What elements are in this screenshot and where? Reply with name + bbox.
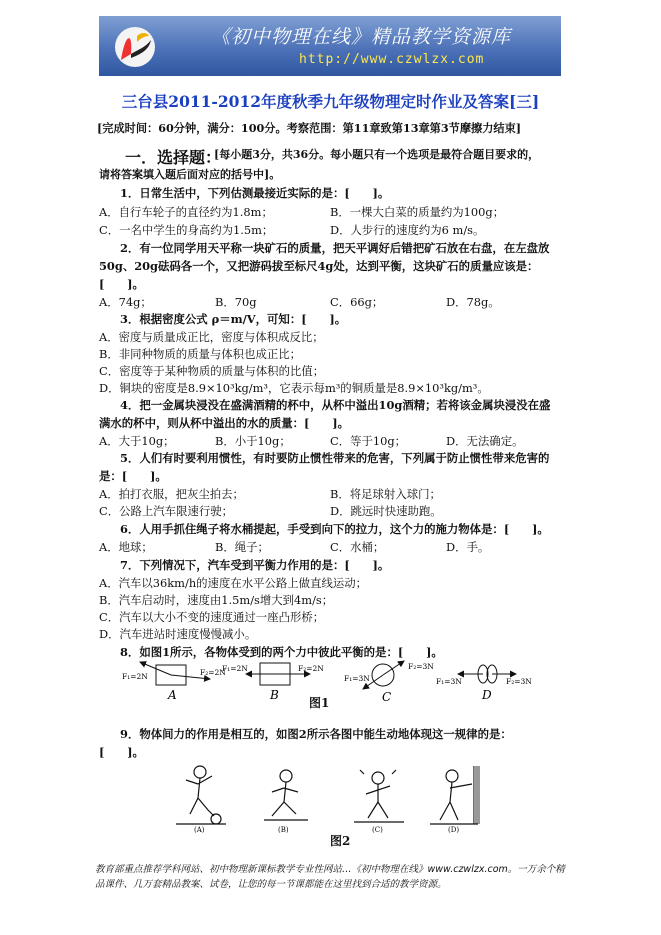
q1-option-d[interactable]: D．人步行的速度约为6 m/s。 bbox=[330, 223, 485, 237]
banner-url-link[interactable]: http://www.czwlzx.com bbox=[299, 52, 485, 67]
q6-option-a[interactable]: A．地球； bbox=[99, 540, 153, 554]
q7-option-a[interactable]: A．汽车以36km/h的速度在水平公路上做直线运动； bbox=[99, 576, 368, 590]
section-note: [每小题3分，共36分。每小题只有一个选项是最符合题目要求的， bbox=[214, 148, 540, 161]
q9-stem-line1: 9．物体间力的作用是相互的，如图2所示各图中能生动地体现这一规律的是： bbox=[120, 727, 512, 741]
figure-2-item-d bbox=[430, 766, 480, 824]
q9-stem-line2: [ ]。 bbox=[99, 745, 144, 759]
section-note-2: 请将答案填入题后面对应的括号中]。 bbox=[99, 168, 281, 181]
fig2-c-letter: (C) bbox=[372, 826, 383, 834]
figure-2-item-a bbox=[176, 766, 226, 824]
q4-option-a[interactable]: A．大于10g； bbox=[99, 434, 175, 448]
figure-2-label: 图2 bbox=[330, 834, 351, 848]
q4-stem-line2: 满水的杯中，则从杯中溢出的水的质量：[ ]。 bbox=[99, 416, 349, 430]
page-footer: 教育部重点推荐学科网站、初中物理新课标教学专业性网站…《初中物理在线》www.czwlzx.com。一万余个精品课件、几万套精品教案、试卷，让您的每一节课都能在这里找到合适的教学资源。 bbox=[95, 864, 565, 890]
q2-option-d[interactable]: D．78g。 bbox=[446, 295, 500, 309]
figure-2-item-b bbox=[264, 770, 308, 820]
q7-option-b[interactable]: B．汽车启动时，速度由1.5m/s增大到4m/s； bbox=[99, 593, 334, 607]
q4-stem-line1: 4．把一金属块浸没在盛满酒精的杯中，从杯中溢出10g酒精；若将该金属块浸没在盛 bbox=[120, 398, 551, 412]
q5-stem-line1: 5．人们有时要利用惯性，有时要防止惯性带来的危害，下列属于防止惯性带来危害的 bbox=[120, 451, 550, 465]
fig2-d-letter: (D) bbox=[448, 826, 460, 834]
site-logo-icon bbox=[111, 24, 159, 70]
q1-option-c[interactable]: C．一名中学生的身高约为1.5m； bbox=[99, 223, 274, 237]
q2-stem-line1: 2．有一位同学用天平称一块矿石的质量，把天平调好后错把矿石放在右盘，在左盘放 bbox=[120, 241, 550, 255]
q4-option-d[interactable]: D．无法确定。 bbox=[446, 434, 524, 448]
q2-option-c[interactable]: C．66g； bbox=[330, 295, 384, 309]
fig1-b-f2: F₂=2N bbox=[298, 664, 324, 673]
q2-stem-line2: 50g、20g砝码各一个，又把游码拔至标尺4g处，达到平衡，这块矿石的质量应该是： bbox=[99, 259, 539, 273]
q5-option-d[interactable]: D．跳远时快速助跑。 bbox=[330, 504, 442, 518]
figure-1-label: 图1 bbox=[309, 696, 330, 710]
figure-1-item-a bbox=[122, 662, 226, 702]
q3-option-d[interactable]: D．铜块的密度是8.9×10³kg/m³，它表示每m³的铜质量是8.9×10³kg/m³。 bbox=[99, 381, 489, 395]
q6-option-c[interactable]: C．水桶； bbox=[330, 540, 385, 554]
q3-stem: 3．根据密度公式 ρ＝m/V，可知：[ ]。 bbox=[120, 312, 347, 326]
fig1-c-f1: F₁=3N bbox=[344, 674, 370, 683]
q7-option-d[interactable]: D．汽车进站时速度慢慢减小。 bbox=[99, 627, 257, 641]
fig1-a-letter: A bbox=[168, 688, 177, 702]
q2-stem-line3: [ ]。 bbox=[99, 277, 144, 291]
banner-title: 《初中物理在线》精品教学资源库 bbox=[211, 26, 512, 48]
fig2-a-letter: (A) bbox=[194, 826, 205, 834]
header-banner bbox=[99, 16, 561, 76]
q6-stem: 6．人用手抓住绳子将水桶提起，手受到向下的拉力，这个力的施力物体是：[ ]。 bbox=[120, 522, 549, 536]
fig1-b-f1: F₁=2N bbox=[222, 664, 248, 673]
q5-stem-line2: 是：[ ]。 bbox=[99, 469, 167, 483]
fig1-a-f2: F₂=2N bbox=[200, 668, 226, 677]
fig1-b-letter: B bbox=[270, 688, 279, 702]
q4-option-c[interactable]: C．等于10g； bbox=[330, 434, 407, 448]
fig1-d-f2: F₂=3N bbox=[506, 677, 532, 686]
q5-option-c[interactable]: C．公路上汽车限速行驶； bbox=[99, 504, 234, 518]
figure-2-illustrations bbox=[168, 762, 498, 834]
q2-option-a[interactable]: A．74g； bbox=[99, 295, 152, 309]
fig2-b-letter: (B) bbox=[278, 826, 289, 834]
figure-2-item-c bbox=[354, 770, 404, 822]
exam-info: [完成时间：60分钟，满分：100分。考察范围：第11章致第13章第3节摩擦力结束] bbox=[97, 121, 522, 135]
document-title: 三台县2011-2012年度秋季九年级物理定时作业及答案[三] bbox=[121, 92, 540, 111]
q5-option-a[interactable]: A．拍打衣服，把灰尘拍去； bbox=[99, 487, 244, 501]
q2-option-b[interactable]: B．70g bbox=[215, 295, 257, 309]
q6-option-b[interactable]: B．绳子； bbox=[215, 540, 269, 554]
q8-stem: 8．如图1所示，各物体受到的两个力中彼此平衡的是：[ ]。 bbox=[120, 645, 443, 659]
q5-option-b[interactable]: B．将足球射入球门； bbox=[330, 487, 441, 501]
section-heading: 一．选择题： bbox=[125, 148, 222, 167]
q1-option-b[interactable]: B．一棵大白菜的质量约为100g； bbox=[330, 205, 505, 219]
q3-option-c[interactable]: C．密度等于某种物质的质量与体积的比值； bbox=[99, 364, 325, 378]
figure-1-item-c bbox=[344, 661, 434, 704]
fig1-d-f1: F₁=3N bbox=[436, 677, 462, 686]
fig1-c-letter: C bbox=[382, 690, 392, 704]
fig1-a-f1: F₁=2N bbox=[122, 672, 148, 681]
q4-option-b[interactable]: B．小于10g； bbox=[215, 434, 291, 448]
q1-stem: 1．日常生活中，下列估测最接近实际的是：[ ]。 bbox=[120, 186, 390, 200]
fig1-c-f2: F₂=3N bbox=[408, 662, 434, 671]
figure-1-item-d bbox=[436, 665, 532, 702]
fig1-d-letter: D bbox=[482, 688, 492, 702]
q7-stem: 7．下列情况下，汽车受到平衡力作用的是：[ ]。 bbox=[120, 558, 390, 572]
q1-option-a[interactable]: A．自行车轮子的直径约为1.8m； bbox=[99, 205, 273, 219]
q6-option-d[interactable]: D．手。 bbox=[446, 540, 490, 554]
q3-option-a[interactable]: A．密度与质量成正比，密度与体积成反比； bbox=[99, 330, 324, 344]
q3-option-b[interactable]: B．非同种物质的质量与体积也成正比； bbox=[99, 347, 302, 361]
q7-option-c[interactable]: C．汽车以大小不变的速度通过一座凸形桥； bbox=[99, 610, 325, 624]
